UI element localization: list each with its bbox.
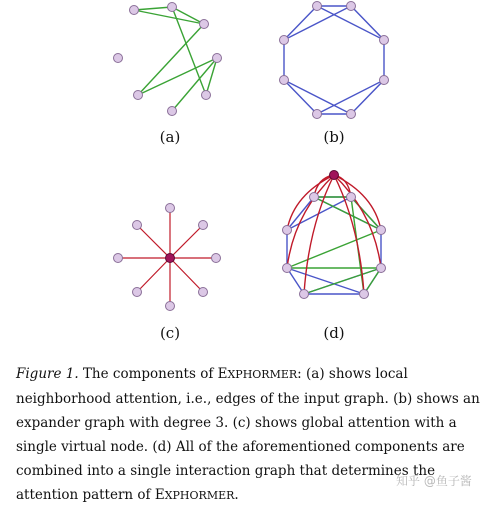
graph-node — [130, 6, 139, 15]
expander-edge — [351, 6, 384, 40]
graph-node — [199, 221, 208, 230]
graph-node — [347, 2, 356, 11]
local-edge — [314, 197, 381, 230]
expander-edge — [284, 6, 317, 40]
graph-node — [168, 107, 177, 116]
panel-c-global-attention — [114, 204, 221, 311]
graph-node — [213, 54, 222, 63]
graph-node — [310, 193, 319, 202]
global-edge — [137, 225, 170, 258]
expander-edge — [287, 268, 364, 294]
graph-node — [134, 91, 143, 100]
graph-node — [347, 110, 356, 119]
model-name-1-initial: E — [217, 366, 228, 382]
graph-node — [133, 221, 142, 230]
local-edge — [138, 58, 217, 95]
panel-a-label: (a) — [159, 128, 181, 146]
caption-text-3: . — [234, 487, 239, 503]
graph-node — [280, 76, 289, 85]
model-name-2-rest: XPHORMER — [164, 489, 235, 502]
panel-c-label: (c) — [159, 324, 181, 342]
graph-node — [133, 288, 142, 297]
graph-node — [360, 290, 369, 299]
graph-node — [377, 226, 386, 235]
panel-d-combined-graph — [283, 171, 386, 299]
graph-node — [280, 36, 289, 45]
graph-node — [313, 110, 322, 119]
local-edge — [287, 230, 381, 268]
model-name-2-initial: E — [154, 487, 165, 503]
graph-node — [114, 54, 123, 63]
caption-text-2: : (a) shows local neighborhood attention, i.e., edges of the input graph. (b) shows an expander graph with degree 3. (c) shows global attention with a single virtual node. (d) All of the aforementioned components are combined into a single interaction graph that determines the attention pattern of — [16, 366, 480, 503]
expander-edge — [287, 197, 314, 230]
expander-edge — [284, 80, 317, 114]
graph-node — [114, 254, 123, 263]
local-edge — [351, 197, 381, 230]
graph-node — [199, 288, 208, 297]
graph-node — [300, 290, 309, 299]
local-edge — [134, 10, 204, 24]
graph-node — [313, 2, 322, 11]
expander-edge — [284, 80, 351, 114]
graph-node — [166, 302, 175, 311]
expander-edge — [284, 6, 351, 40]
graph-node — [380, 36, 389, 45]
graph-node — [212, 254, 221, 263]
watermark: 知乎 @鱼子酱 — [396, 474, 472, 488]
caption-text-1: The components of — [78, 366, 218, 382]
model-name-2 — [155, 487, 235, 503]
expander-edge — [317, 80, 384, 114]
graph-node — [283, 264, 292, 273]
panel-b-label: (b) — [323, 128, 345, 146]
graph-node — [347, 193, 356, 202]
graph-node — [283, 226, 292, 235]
graph-node — [200, 20, 209, 29]
local-edge — [304, 268, 381, 294]
graph-node — [377, 264, 386, 273]
global-edge — [137, 258, 170, 292]
model-name-1 — [218, 366, 298, 382]
graph-node — [380, 76, 389, 85]
figure-caption-label: Figure 1. — [16, 366, 79, 382]
global-edge — [170, 225, 203, 258]
virtual-node — [330, 171, 339, 180]
virtual-node — [166, 254, 175, 263]
global-edge — [170, 258, 203, 292]
expander-edge — [351, 80, 384, 114]
panel-d-label: (d) — [323, 324, 345, 342]
graph-node — [166, 204, 175, 213]
graph-node — [168, 3, 177, 12]
model-name-1-rest: XPHORMER — [227, 368, 298, 381]
panel-b-expander-graph — [280, 2, 389, 119]
local-edge — [134, 7, 172, 10]
expander-edge — [317, 6, 384, 40]
graph-node — [202, 91, 211, 100]
panel-a-local-attention — [114, 3, 222, 116]
